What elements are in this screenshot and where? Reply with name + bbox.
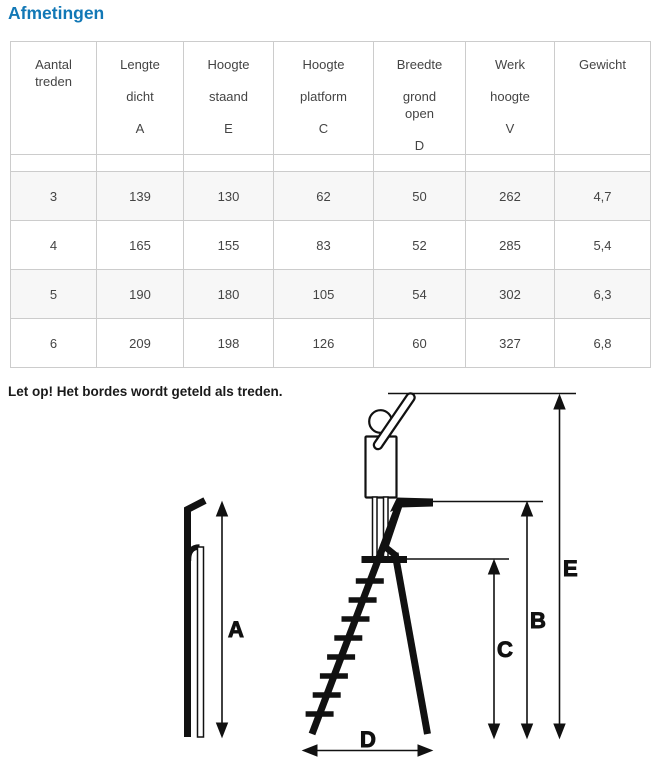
table-cell: 105	[274, 270, 374, 319]
column-header: Werk hoogte V	[466, 42, 555, 155]
column-header: Aantal treden	[11, 42, 97, 155]
table-row	[11, 270, 651, 319]
column-header: Hoogte platform C	[274, 42, 374, 155]
page-title: Afmetingen	[8, 3, 105, 23]
table-cell: 198	[184, 319, 274, 368]
table-cell: 4,7	[555, 172, 651, 221]
column-header: Lengte dicht A	[97, 42, 184, 155]
table-cell: 62	[274, 172, 374, 221]
dimension-arrow-a	[217, 502, 245, 737]
table-cell: 4	[11, 221, 97, 270]
dimension-label-a: A	[228, 617, 244, 642]
dimension-label-b: B	[530, 608, 546, 633]
table-row	[11, 172, 651, 221]
dimension-label-e: E	[563, 556, 578, 581]
table-cell: 180	[184, 270, 274, 319]
table-spacer-row	[11, 155, 651, 172]
table-cell: 6,8	[555, 319, 651, 368]
table-cell: 327	[466, 319, 555, 368]
table-cell: 6,3	[555, 270, 651, 319]
table-cell: 5,4	[555, 221, 651, 270]
open-ladder	[306, 498, 543, 735]
table-cell: 3	[11, 172, 97, 221]
note-text: Let op! Het bordes wordt geteld als treden.	[8, 384, 283, 399]
table-cell: 60	[374, 319, 466, 368]
table-cell: 209	[97, 319, 184, 368]
dimension-arrow-d	[303, 727, 432, 756]
table-cell: 139	[97, 172, 184, 221]
table-row	[11, 319, 651, 368]
table-header-row	[11, 42, 651, 155]
dimension-label-c: C	[497, 637, 513, 662]
table-cell: 83	[274, 221, 374, 270]
dimension-arrow-e	[554, 395, 578, 738]
table-cell: 130	[184, 172, 274, 221]
table-cell: 126	[274, 319, 374, 368]
dimension-arrow-b	[522, 502, 546, 738]
table-cell: 262	[466, 172, 555, 221]
folded-ladder	[188, 501, 206, 738]
dimension-arrow-c	[489, 560, 514, 738]
table-cell: 165	[97, 221, 184, 270]
table-cell: 285	[466, 221, 555, 270]
table-row	[11, 221, 651, 270]
dimension-label-d: D	[360, 727, 376, 752]
table-cell: 155	[184, 221, 274, 270]
table-cell: 190	[97, 270, 184, 319]
column-header: Hoogte staand E	[184, 42, 274, 155]
column-header: Breedte grond open D	[374, 42, 466, 155]
table-cell: 5	[11, 270, 97, 319]
dimensions-table	[10, 41, 651, 368]
column-header: Gewicht	[555, 42, 651, 155]
ladder-diagram	[130, 385, 610, 780]
back-rail	[384, 504, 428, 734]
table-cell: 302	[466, 270, 555, 319]
table-cell: 50	[374, 172, 466, 221]
table-cell: 52	[374, 221, 466, 270]
table-cell: 54	[374, 270, 466, 319]
table-cell: 6	[11, 319, 97, 368]
